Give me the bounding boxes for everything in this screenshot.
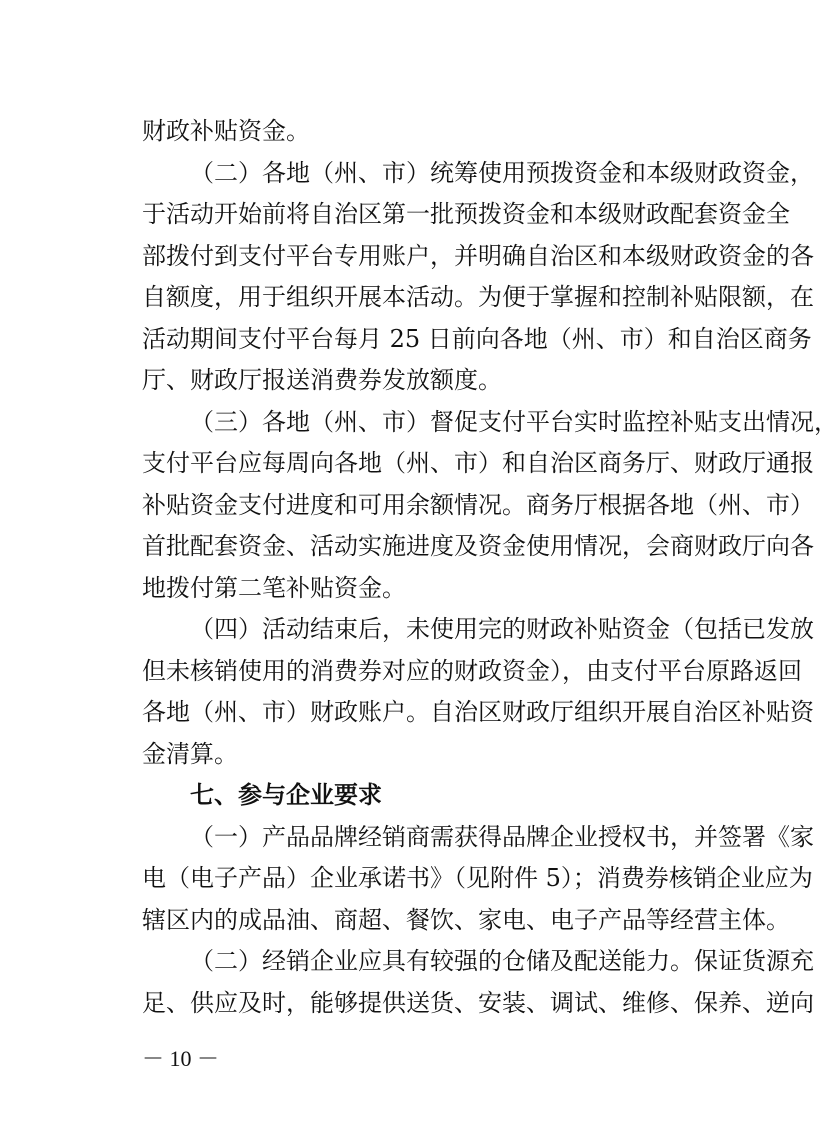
paragraph-line: 部拨付到支付平台专用账户，并明确自治区和本级财政资金的各 bbox=[142, 242, 814, 270]
page-number: － 10 － bbox=[142, 1046, 220, 1071]
paragraph-line: 于活动开始前将自治区第一批预拨资金和本级财政配套资金全 bbox=[142, 200, 790, 228]
paragraph-line: 厅、财政厅报送消费券发放额度。 bbox=[142, 366, 502, 394]
paragraph-line: （一）产品品牌经销商需获得品牌企业授权书，并签署《家 bbox=[190, 823, 814, 851]
paragraph-line: （三）各地（州、市）督促支付平台实时监控补贴支出情况， bbox=[190, 408, 838, 436]
paragraph-line: 足、供应及时，能够提供送货、安装、调试、维修、保养、逆向 bbox=[142, 989, 814, 1017]
paragraph-line: （二）各地（州、市）统筹使用预拨资金和本级财政资金， bbox=[190, 159, 814, 187]
paragraph-line: 财政补贴资金。 bbox=[142, 117, 310, 145]
paragraph-line: 地拨付第二笔补贴资金。 bbox=[142, 574, 406, 602]
paragraph-line: 自额度，用于组织开展本活动。为便于掌握和控制补贴限额，在 bbox=[142, 283, 814, 311]
paragraph-line: 各地（州、市）财政账户。自治区财政厅组织开展自治区补贴资 bbox=[142, 698, 814, 726]
paragraph-line: 活动期间支付平台每月 25 日前向各地（州、市）和自治区商务 bbox=[142, 325, 812, 353]
paragraph-line: 支付平台应每周向各地（州、市）和自治区商务厅、财政厅通报 bbox=[142, 449, 814, 477]
paragraph-line: 但未核销使用的消费券对应的财政资金），由支付平台原路返回 bbox=[142, 657, 802, 685]
paragraph-line: 电（电子产品）企业承诺书》（见附件 5）；消费券核销企业应为 bbox=[142, 864, 813, 892]
paragraph-line: 首批配套资金、活动实施进度及资金使用情况，会商财政厅向各 bbox=[142, 532, 814, 560]
section-heading: 七、参与企业要求 bbox=[190, 781, 382, 809]
paragraph-line: 金清算。 bbox=[142, 740, 238, 768]
paragraph-line: （四）活动结束后，未使用完的财政补贴资金（包括已发放 bbox=[190, 615, 814, 643]
paragraph-line: 辖区内的成品油、商超、餐饮、家电、电子产品等经营主体。 bbox=[142, 906, 790, 934]
paragraph-line: （二）经销企业应具有较强的仓储及配送能力。保证货源充 bbox=[190, 947, 814, 975]
paragraph-line: 补贴资金支付进度和可用余额情况。商务厅根据各地（州、市） bbox=[142, 491, 814, 519]
